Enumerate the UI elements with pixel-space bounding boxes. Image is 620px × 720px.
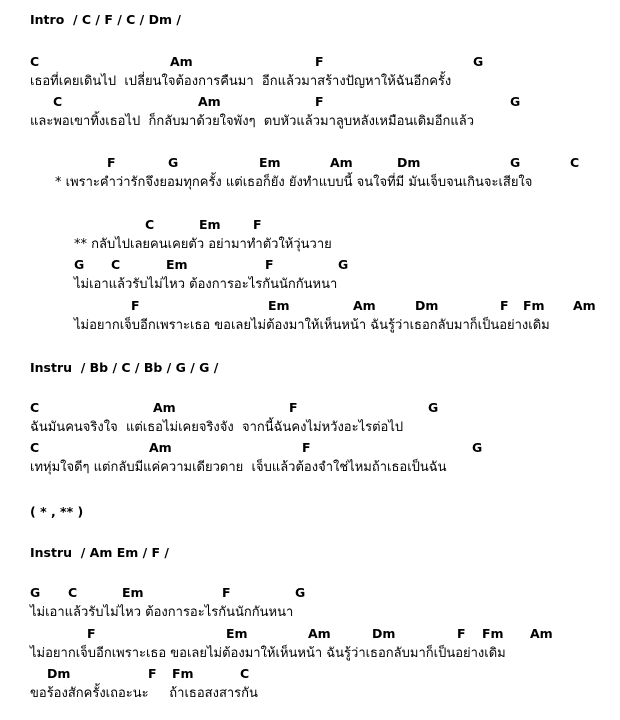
- chord-label: Em: [259, 155, 281, 170]
- chord-label: Am: [153, 400, 176, 415]
- chord-label: F: [302, 440, 311, 455]
- chord-label: F: [500, 298, 509, 313]
- lyric-line: ไม่เอาแล้วรับไม่ไหว ต้องการอะไรกันนักกันหนา: [30, 605, 294, 620]
- lyric-line: * เพราะคำว่ารักจึงยอมทุกครั้ง แต่เธอก็ยัง ยังทำแบบนี้ จนใจที่มี มันเจ็บจนเกินจะเสียใจ: [55, 175, 533, 190]
- lyric-line: ไม่อยากเจ็บอีกเพราะเธอ ขอเลยไม่ต้องมาให้เห็นหน้า ฉันรู้ว่าเธอกลับมาก็เป็นอย่างเดิม: [30, 646, 506, 661]
- lyric-line: ขอร้องสักครั้งเถอะนะ ถ้าเธอสงสารกัน: [30, 686, 258, 701]
- chord-label: Am: [170, 54, 193, 69]
- chord-label: C: [68, 585, 78, 600]
- chord-label: Fm: [172, 666, 194, 681]
- chord-label: G: [338, 257, 349, 272]
- chord-label: Dm: [397, 155, 421, 170]
- chord-label: Am: [353, 298, 376, 313]
- section-header: Intro / C / F / C / Dm /: [30, 12, 181, 27]
- section-header: Instru / Am Em / F /: [30, 545, 169, 560]
- chord-label: Em: [122, 585, 144, 600]
- chord-label: C: [145, 217, 155, 232]
- lyric-line: เทหุ่มใจดีๆ แต่กลับมีแค่ความเดียวดาย เจ็บแล้วต้องจำใช่ไหมถ้าเธอเป็นฉัน: [30, 460, 447, 475]
- chord-label: F: [222, 585, 231, 600]
- chord-label: G: [510, 155, 521, 170]
- chord-label: Am: [198, 94, 221, 109]
- chord-label: F: [265, 257, 274, 272]
- chord-label: Dm: [47, 666, 71, 681]
- chord-label: Am: [308, 626, 331, 641]
- chord-label: C: [240, 666, 250, 681]
- chord-label: C: [570, 155, 580, 170]
- chord-label: Dm: [372, 626, 396, 641]
- chord-label: C: [30, 440, 40, 455]
- lyric-line: ไม่อยากเจ็บอีกเพราะเธอ ขอเลยไม่ต้องมาให้เห็นหน้า ฉันรู้ว่าเธอกลับมาก็เป็นอย่างเดิม: [74, 318, 550, 333]
- chord-label: Dm: [415, 298, 439, 313]
- chord-label: G: [472, 440, 483, 455]
- chord-label: Em: [166, 257, 188, 272]
- chord-label: Em: [226, 626, 248, 641]
- section-header: Instru / Bb / C / Bb / G / G /: [30, 360, 219, 375]
- chord-label: Am: [573, 298, 596, 313]
- chord-label: G: [473, 54, 484, 69]
- chord-label: G: [30, 585, 41, 600]
- chord-label: Em: [268, 298, 290, 313]
- chord-label: Am: [149, 440, 172, 455]
- chord-label: G: [295, 585, 306, 600]
- lyric-line: ไม่เอาแล้วรับไม่ไหว ต้องการอะไรกันนักกันหนา: [74, 277, 338, 292]
- lyric-line: เธอที่เคยเดินไป เปลี่ยนใจต้องการคืนมา อีกแล้วมาสร้างปัญหาให้ฉันอีกครั้ง: [30, 74, 452, 89]
- chord-label: G: [510, 94, 521, 109]
- chord-label: Am: [530, 626, 553, 641]
- chord-label: G: [168, 155, 179, 170]
- lyric-line: ** กลับไปเลยคนเคยตัว อย่ามาทำตัวให้วุ่นวาย: [74, 237, 332, 252]
- chord-label: G: [428, 400, 439, 415]
- chord-label: Fm: [523, 298, 545, 313]
- lyric-line: ฉันมันคนจริงใจ แต่เธอไม่เคยจริงจัง จากนี้ฉันคงไม่หวังอะไรต่อไป: [30, 420, 404, 435]
- lyric-line: และพอเขาทิ้งเธอไป ก็กลับมาด้วยใจพังๆ ตบหัวแล้วมาลูบหลังเหมือนเดิมอีกแล้ว: [30, 114, 475, 129]
- chord-label: C: [111, 257, 121, 272]
- chord-label: F: [131, 298, 140, 313]
- section-header: ( * , ** ): [30, 504, 84, 519]
- chord-label: G: [74, 257, 85, 272]
- chord-label: C: [30, 400, 40, 415]
- chord-label: F: [87, 626, 96, 641]
- chord-label: F: [315, 94, 324, 109]
- chord-label: Em: [199, 217, 221, 232]
- chord-label: C: [53, 94, 63, 109]
- chord-label: F: [253, 217, 262, 232]
- chord-label: F: [148, 666, 157, 681]
- chord-label: F: [107, 155, 116, 170]
- chord-label: F: [315, 54, 324, 69]
- chord-label: C: [30, 54, 40, 69]
- chord-label: F: [457, 626, 466, 641]
- chord-label: Am: [330, 155, 353, 170]
- chord-label: Fm: [482, 626, 504, 641]
- chord-label: F: [289, 400, 298, 415]
